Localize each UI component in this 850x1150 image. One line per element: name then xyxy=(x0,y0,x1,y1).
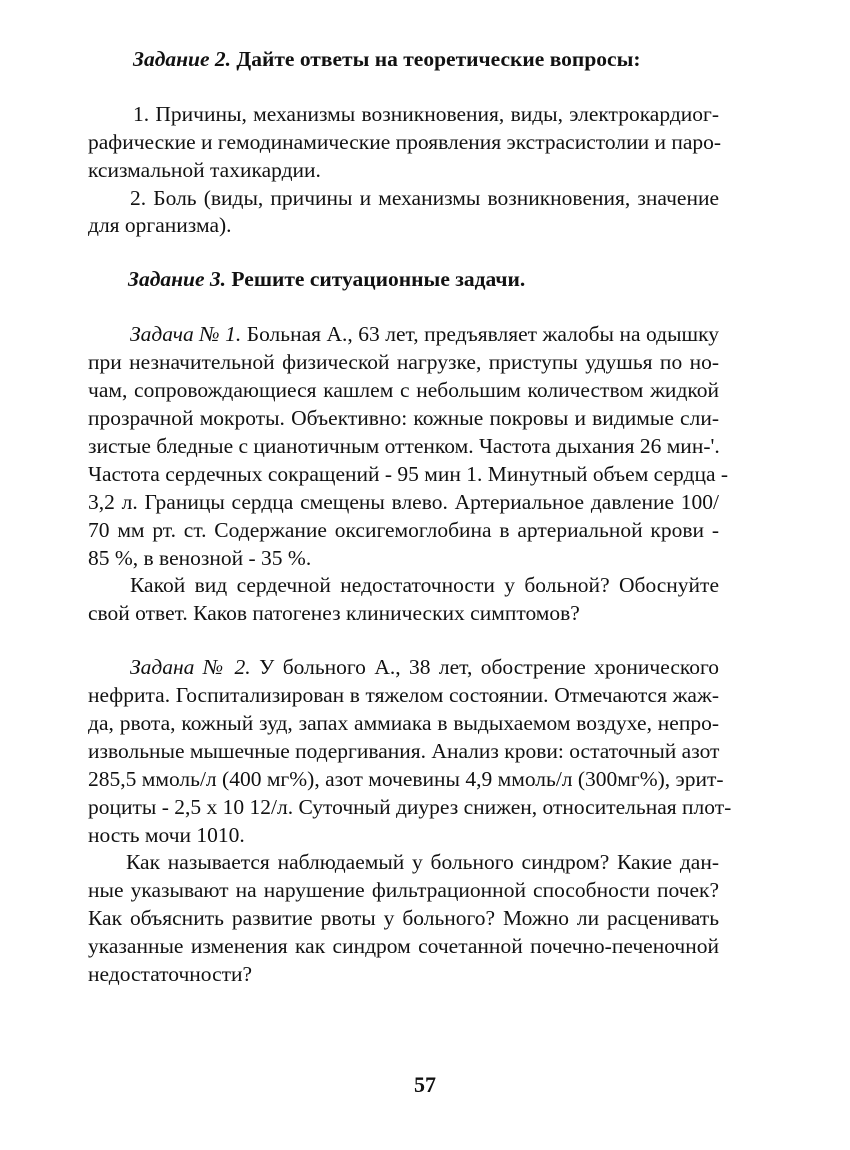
task1-line-3: прозрачной мокроты. Объективно: кожные покровы и видимые сли- xyxy=(88,406,719,430)
page-number: 57 xyxy=(414,1072,436,1097)
task1-line-4: зистые бледные с цианотичным оттенком. Частота дыхания 26 мин-'. xyxy=(88,434,720,458)
task2-first-line xyxy=(130,652,719,682)
task1-line-1: при незначительной физической нагрузке, приступы удушья по но- xyxy=(88,350,719,374)
task2-line-4: 285,5 ммоль/л (400 мг%), азот мочевины 4,9 ммоль/л (300мг%), эрит- xyxy=(88,767,724,791)
task1-line-5: Частота сердечных сокращений - 95 мин 1. Минутный объем сердца - xyxy=(88,462,729,486)
section2-label: Задание 2. xyxy=(133,47,232,71)
section3-title: Решите ситуационные задачи. xyxy=(231,267,526,291)
task2-first-text: У больного А., 38 лет, обострение хронического xyxy=(259,655,719,679)
section3-label: Задание 3. xyxy=(128,267,227,291)
task1-question-1: Какой вид сердечной недостаточности у больной? Обоснуйте xyxy=(130,573,719,597)
task2-question-4: указанные изменения как синдром сочетанной почечно-печеночной xyxy=(88,934,719,958)
task1-line-6: 3,2 л. Границы сердца смещены влево. Артериальное давление 100/ xyxy=(88,490,719,514)
task2-question-2: ные указывают на нарушение фильтрационной способности почек? xyxy=(88,878,719,902)
task1-first-text: Больная А., 63 лет, предъявляет жалобы на одышку xyxy=(246,322,719,346)
task1-line-2: чам, сопровождающиеся кашлем с небольшим количеством жидкой xyxy=(88,378,719,402)
task2-label: Задана № 2. xyxy=(130,655,251,679)
task2-line-3: извольные мышечные подергивания. Анализ крови: остаточный азот xyxy=(88,739,720,763)
task2-line-5: роциты - 2,5 х 10 12/л. Суточный диурез снижен, относительная плот- xyxy=(88,795,732,819)
task1-first-line xyxy=(130,319,719,349)
task2-question-3: Как объяснить развитие рвоты у больного? Можно ли расценивать xyxy=(88,906,719,930)
task1-line-7: 70 мм рт. ст. Содержание оксигемоглобина в артериальной крови - xyxy=(88,518,719,542)
section2-title: Дайте ответы на теоретические вопросы: xyxy=(236,47,641,71)
section2-heading xyxy=(133,44,733,74)
task2-line-6: ность мочи 1010. xyxy=(88,823,245,847)
section3-heading xyxy=(128,264,728,294)
q2-line-1: 2. Боль (виды, причины и механизмы возникновения, значение xyxy=(130,186,719,210)
task2-line-2: да, рвота, кожный зуд, запах аммиака в выдыхаемом воздухе, непро- xyxy=(88,711,719,735)
task2-line-1: нефрита. Госпитализирован в тяжелом состоянии. Отмечаются жаж- xyxy=(88,683,719,707)
q2-line-2: для организма). xyxy=(88,213,232,237)
task2-question-5: недостаточности? xyxy=(88,962,253,986)
task1-label: Задача № 1. xyxy=(130,322,242,346)
q1-line-3: ксизмальной тахикардии. xyxy=(88,158,321,182)
task1-question-2: свой ответ. Каков патогенез клинических симптомов? xyxy=(88,601,580,625)
task1-line-8: 85 %, в венозной - 35 %. xyxy=(88,546,312,570)
q1-line-2: рафические и гемодинамические проявления экстрасистолии и паро- xyxy=(88,130,722,154)
task2-question-1: Как называется наблюдаемый у больного синдром? Какие дан- xyxy=(126,850,719,874)
q1-line-1: 1. Причины, механизмы возникновения, виды, электрокардиог- xyxy=(133,102,719,126)
